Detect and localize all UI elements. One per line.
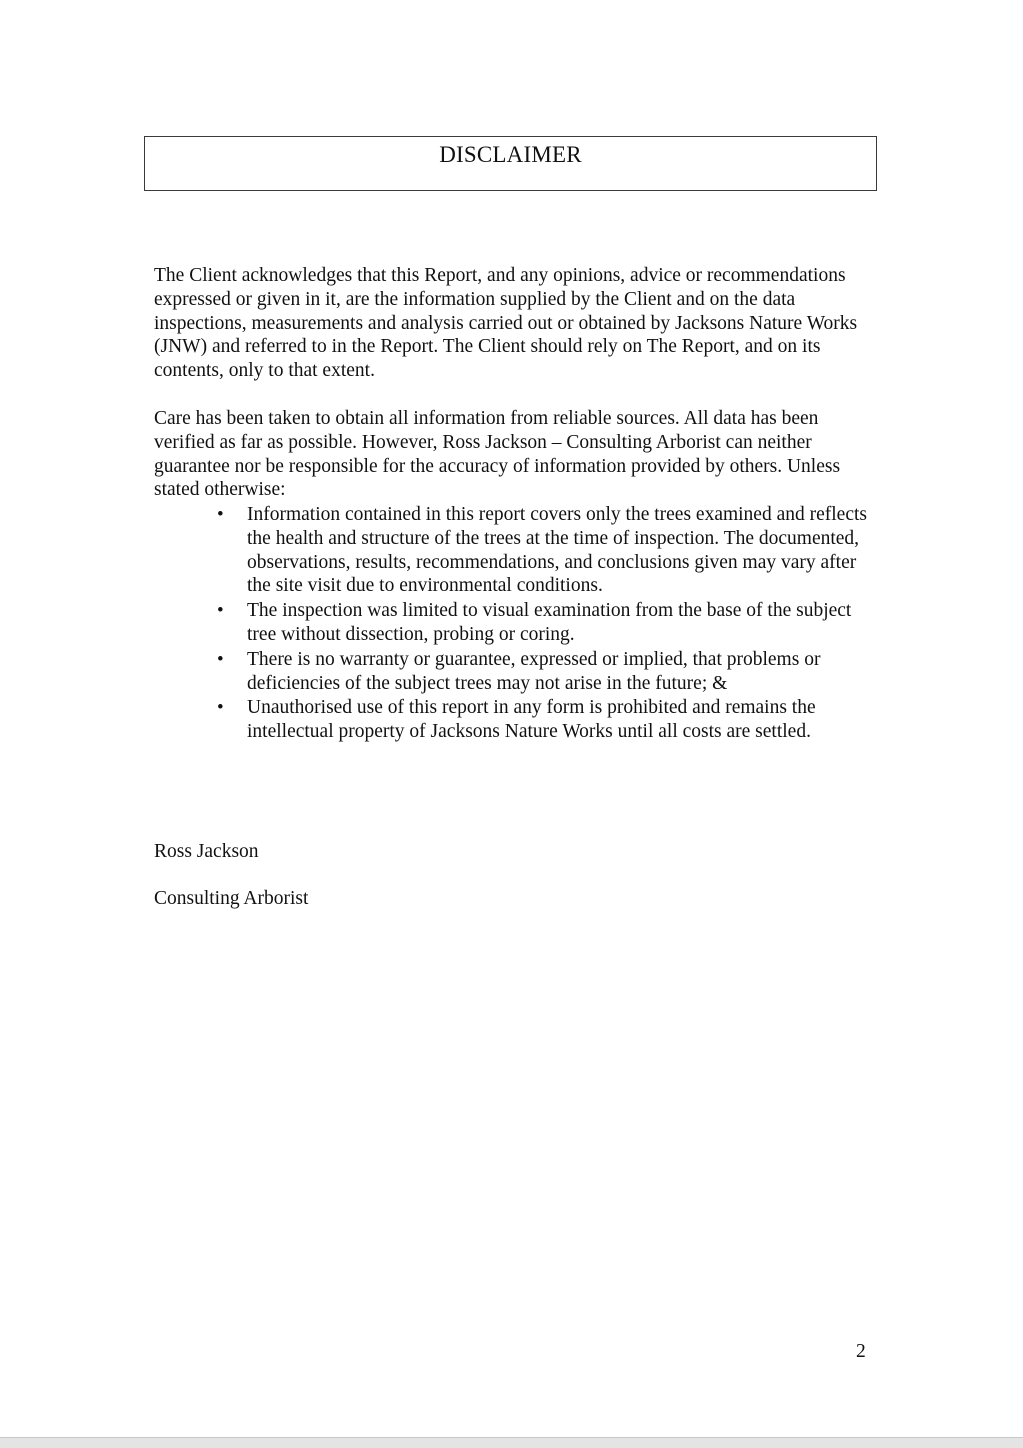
conditions-list [154,503,874,745]
list-item [154,696,874,744]
page-number: 2 [856,1341,866,1362]
list-item-text: There is no warranty or guarantee, expressed or implied, that problems or deficiencies of the subject trees may not arise in the future; & [247,648,821,694]
information-sources-paragraph: Care has been taken to obtain all information from reliable sources. All data has been verified as far as possible. However, Ross Jackson – Consulting Arborist can neither guarantee nor be responsible for the accuracy of information provided by others. Unless stated otherwise: [154,408,841,501]
page-title: DISCLAIMER [439,142,582,167]
client-acknowledgement-paragraph: The Client acknowledges that this Report, and any opinions, advice or recommendations expressed or given in it, are the information supplied by the Client and on the data inspections, measurements and analysis carried out or obtained by Jacksons Nature Works (JNW) and referred to in the Report. The Client should rely on The Report, and on its contents, only to that extent. [154,265,858,382]
signature-role: Consulting Arborist [154,888,309,909]
list-item [154,503,874,598]
list-item-text: Information contained in this report covers only the trees examined and reflects the health and structure of the trees at the time of inspection. The documented, observations, results, recommendations, and conclusions given may vary after the site visit due to environmental conditions. [247,504,867,597]
page-bottom-edge [0,1437,1023,1448]
bullet-icon: • [217,504,224,525]
list-item-text: The inspection was limited to visual examination from the base of the subject tree without dissection, probing or coring. [247,600,852,645]
signature-name: Ross Jackson [154,841,259,862]
list-item-text: Unauthorised use of this report in any form is prohibited and remains the intellectual property of Jacksons Nature Works until all costs are settled. [247,697,816,743]
disclaimer-title-box [144,136,877,191]
list-item [154,648,874,696]
bullet-icon: • [217,600,224,622]
bullet-icon: • [217,697,224,719]
bullet-icon: • [217,648,224,670]
list-item [154,599,874,647]
